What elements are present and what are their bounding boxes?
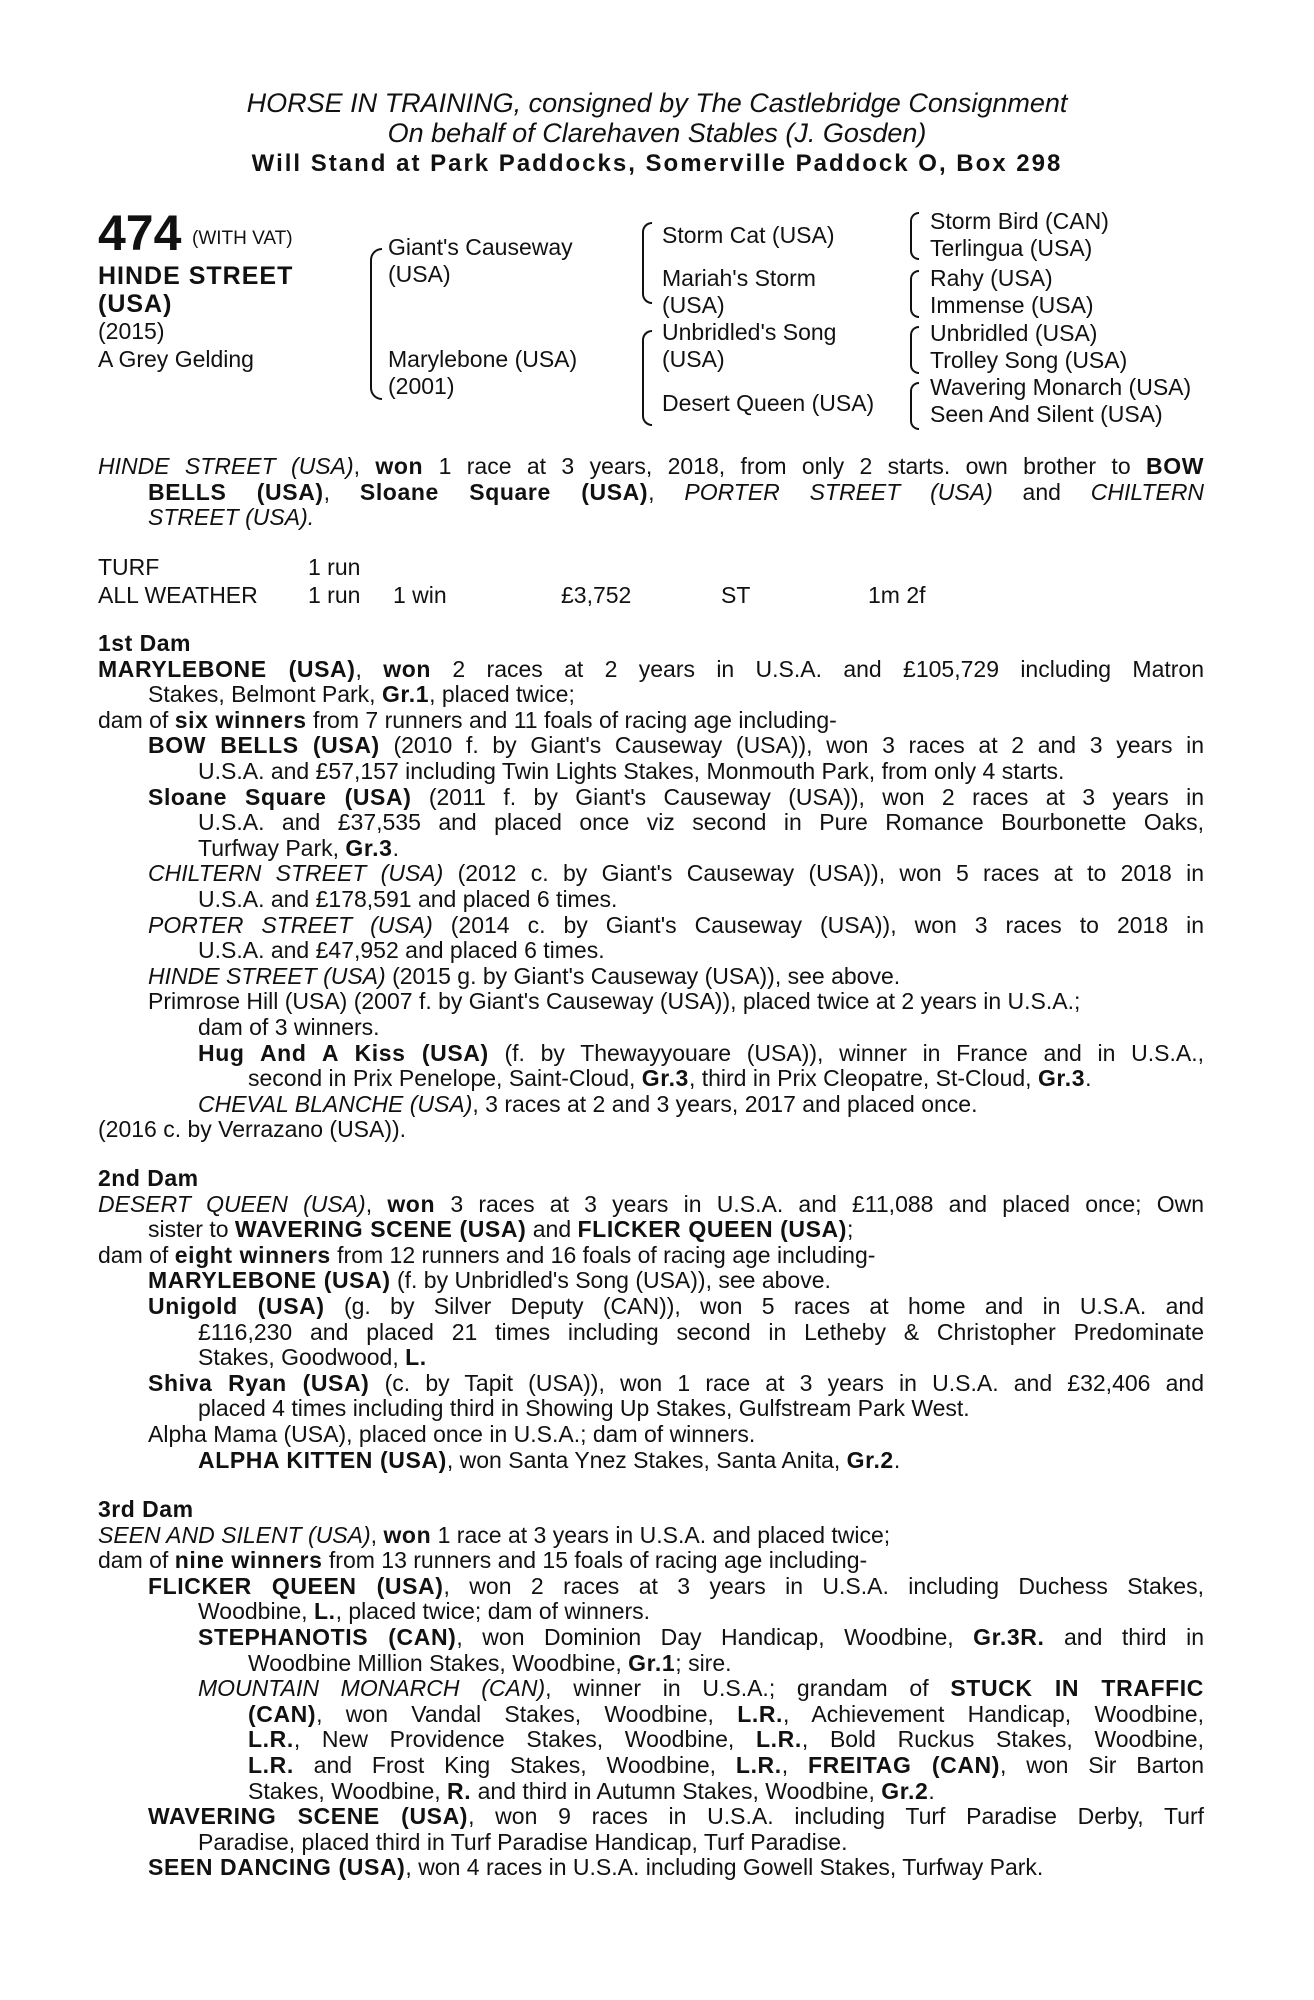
pedigree-ds-dam: Trolley Song (USA) [930, 347, 1128, 373]
pedigree-brace [370, 248, 382, 400]
pedigree-dam: Marylebone (USA) (2001) [388, 346, 578, 399]
pedigree-sd-sire: Rahy (USA) [930, 265, 1053, 291]
pedigree-brace [910, 326, 919, 374]
section-heading: 3rd Dam [98, 1496, 194, 1522]
pedigree-brace [642, 330, 652, 426]
pedigree-brace [910, 382, 919, 430]
pedigree-sire-dam: Mariah's Storm (USA) [662, 265, 816, 318]
intro-paragraph: HINDE STREET (USA), won 1 race at 3 years, 2018, from only 2 starts. own brother to BOW BELLS (USA), Sloane Square (USA), PORTER STREET (USA) and CHILTERN STREET (USA). [98, 453, 1205, 531]
pedigree-sire-sire: Storm Cat (USA) [662, 222, 835, 248]
pedigree-dd-sire: Wavering Monarch (USA) [930, 374, 1192, 400]
section-heading: 1st Dam [98, 630, 191, 656]
pedigree-brace [910, 212, 919, 260]
vat-label: (WITH VAT) [192, 228, 293, 249]
lot-number: 474 [98, 205, 182, 261]
third-dam-section: 3rd Dam SEEN AND SILENT (USA), won 1 race at 3 years in U.S.A. and placed twice; dam of nine winners from 13 runners and 15 foals of racing age including- FLICKER QUEEN (USA), won 2 races at 3 years in U.S.A. including Duchess Stakes, Woodbine, L., placed twice; dam of winners. STEPHANOTIS (CAN), won Dominion Day Handicap, Woodbine, Gr.3R. and third in Woodbine Million Stakes, Woodbine, Gr.1; sire. MOUNTAIN MONARCH (CAN), winner in U.S.A.; grandam of STUCK IN TRAFFIC (CAN), won Vandal Stakes, Woodbine, L.R., Achievement Handicap, Woodbine, L.R., New Providence Stakes, Woodbine, L.R., Bold Ruckus Stakes, Woodbine, L.R. and Frost King Stakes, Woodbine, L.R., FREITAG (CAN), won Sir Barton Stakes, Woodbine, R. and third in Autumn Stakes, Woodbine, Gr.2. WAVERING SCENE (USA), won 9 races in U.S.A. including Turf Paradise Derby, Turf Paradise, placed third in Turf Paradise Handicap, Turf Paradise. SEEN DANCING (USA), won 4 races in U.S.A. including Gowell Stakes, Turfway Park. [98, 1496, 1205, 1881]
first-dam-section: 1st Dam MARYLEBONE (USA), won 2 races at 2 years in U.S.A. and £105,729 including Matron Stakes, Belmont Park, Gr.1, placed twice; dam of six winners from 7 runners and 11 foals of racing age including- BOW BELLS (USA) (2010 f. by Giant's Causeway (USA)), won 3 races at 2 and 3 years in U.S.A. and £57,157 including Twin Lights Stakes, Monmouth Park, from only 4 starts. Sloane Square (USA) (2011 f. by Giant's Causeway (USA)), won 2 races at 3 years in U.S.A. and £37,535 and placed once viz second in Pure Romance Bourbonette Oaks, Turfway Park, Gr.3. CHILTERN STREET (USA) (2012 c. by Giant's Causeway (USA)), won 5 races at to 2018 in U.S.A. and £178,591 and placed 6 times. PORTER STREET (USA) (2014 c. by Giant's Causeway (USA)), won 3 races to 2018 in U.S.A. and £47,952 and placed 6 times. HINDE STREET (USA) (2015 g. by Giant's Causeway (USA)), see above. Primrose Hill (USA) (2007 f. by Giant's Causeway (USA)), placed twice at 2 years in U.S.A.; dam of 3 winners. Hug And A Kiss (USA) (f. by Thewayyouare (USA)), winner in France and in U.S.A., second in Prix Penelope, Saint-Cloud, Gr.3, third in Prix Cleopatre, St-Cloud, Gr.3. CHEVAL BLANCHE (USA), 3 races at 2 and 3 years, 2017 and placed once. (2016 c. by Verrazano (USA)). [98, 630, 1205, 1143]
consignor-line: HORSE IN TRAINING, consigned by The Castlebridge Consignment [246, 88, 1068, 118]
on-behalf-line: On behalf of Clarehaven Stables (J. Gosden) [387, 118, 927, 148]
pedigree-ds-sire: Unbridled (USA) [930, 320, 1098, 346]
horse-description: A Grey Gelding [98, 346, 254, 372]
record-row-all-weather: ALL WEATHER 1 run 1 win £3,752 ST 1m 2f [98, 582, 926, 608]
pedigree-sd-dam: Immense (USA) [930, 292, 1094, 318]
stand-line: Will Stand at Park Paddocks, Somerville Paddock O, Box 298 [251, 150, 1063, 177]
pedigree-ss-sire: Storm Bird (CAN) [930, 208, 1109, 234]
pedigree-ss-dam: Terlingua (USA) [930, 235, 1093, 261]
pedigree-dam-dam: Desert Queen (USA) [662, 390, 875, 416]
pedigree-dam-sire: Unbridled's Song (USA) [662, 319, 837, 372]
pedigree-dd-dam: Seen And Silent (USA) [930, 401, 1163, 427]
foaled-year: (2015) [98, 318, 165, 344]
pedigree-brace [642, 222, 652, 304]
pedigree-brace [910, 270, 919, 318]
race-record [98, 553, 926, 609]
horse-name: HINDE STREET (USA) [98, 262, 294, 318]
record-row-turf: TURF 1 run [98, 554, 361, 580]
second-dam-section: 2nd Dam DESERT QUEEN (USA), won 3 races at 3 years in U.S.A. and £11,088 and placed once; Own sister to WAVERING SCENE (USA) and FLICKER QUEEN (USA); dam of eight winners from 12 runners and 16 foals of racing age including- MARYLEBONE (USA) (f. by Unbridled's Song (USA)), see above. Unigold (USA) (g. by Silver Deputy (CAN)), won 5 races at home and in U.S.A. and £116,230 and placed 21 times including second in Letheby & Christopher Predominate Stakes, Goodwood, L. Shiva Ryan (USA) (c. by Tapit (USA)), won 1 race at 3 years in U.S.A. and £32,406 and placed 4 times including third in Showing Up Stakes, Gulfstream Park West. Alpha Mama (USA), placed once in U.S.A.; dam of winners. ALPHA KITTEN (USA), won Santa Ynez Stakes, Santa Anita, Gr.2. [98, 1165, 1205, 1473]
section-heading: 2nd Dam [98, 1165, 199, 1191]
pedigree-sire: Giant's Causeway (USA) [388, 234, 573, 287]
